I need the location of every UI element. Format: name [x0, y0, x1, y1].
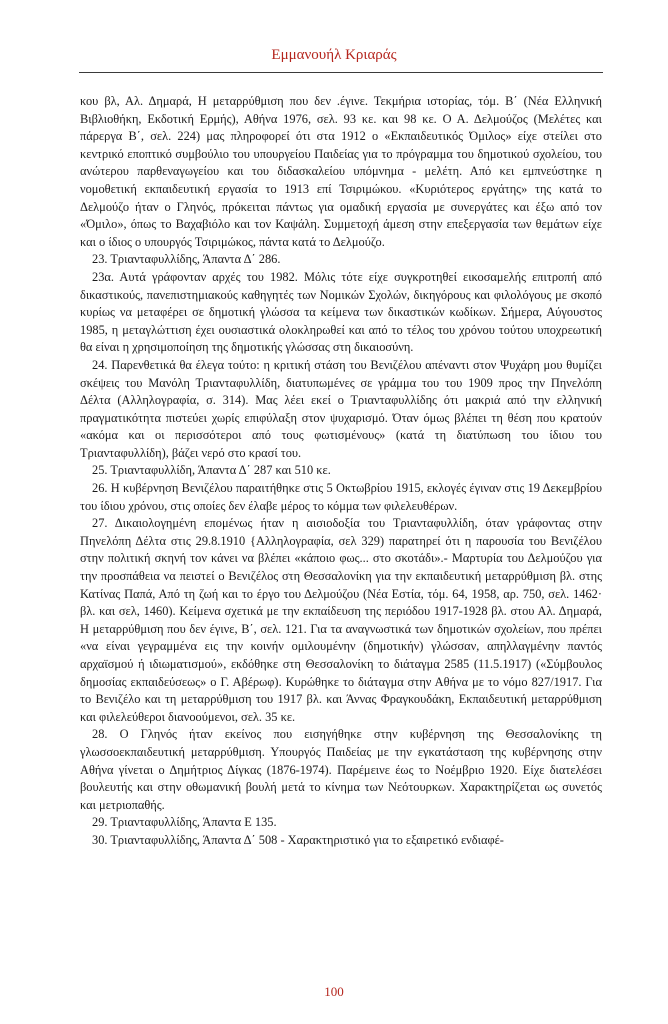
page-number: 100	[324, 984, 344, 999]
footnotes-block	[80, 93, 602, 850]
footnote-28: 28. Ο Γληνός ήταν εκείνος που εισηγήθηκε στην κυβέρνηση της Θεσσαλονίκης τη γλωσσοεκπαιδευτική μεταρρύθμιση. Υπουργός Παιδείας με την εγκατάσταση της κυβέρνησης στην Αθήνα γίνεται ο Δημήτριος Δίγκας (1876-1974). Παρέμεινε έως το Νοέμβριο 1920. Είχε διατελέσει βουλευτής και στην οθωμανική βουλή μετά το κίνημα των Νεότουρκων. Χαρακτηρίζεται ως συνετός και μετριοπαθής.	[80, 727, 602, 812]
footnote-27: 27. Δικαιολογημένη επομένως ήταν η αισιοδοξία του Τριανταφυλλίδη, όταν γράφοντας στην Πηνελόπη Δέλτα στις 29.8.1910 {Αλληλογραφία, σελ 329) παρατηρεί ότι η παρουσία του Βενιζέλου στην πολιτική σκηνή τον κάνει να βλέπει «κάποιο φως... στο σκοτάδι».- Μαρτυρία του Δελμούζου για την προσπάθεια να πειστεί ο Βενιζέλος στη Θεσσαλονίκη για την εκπαιδευτική μεταρρύθμιση βλ. στης Κατίνας Παπά, Από τη ζωή και το έργο του Δελμούζου (Νέα Εστία, τόμ. 64, 1958, αρ. 750, σελ. 1462· βλ. και σελ, 1460). Κείμενα σχετικά με την εκπαίδευση της περιόδου 1917-1928 βλ. στου Αλ. Δημαρά, Η μεταρρύθμιση που δεν έγινε, Β΄, σελ. 121. Για τα αναγνωστικά των δημοτικών σχολείων, που πρέπει «να είναι γεγραμμένα εις την κοινήν ομιλουμένην (δημοτικήν) γλώσσαν, απηλλαγμένην παντός αρχαϊσμού ή ιδιωματισμού», εκδόθηκε στη Θεσσαλονίκη το διάταγμα 2585 (11.5.1917) («Σύμβουλος δημοσίας εκπαιδεύσεως» ο Γ. Αβέρωφ). Κυρώθηκε το διάταγμα στην Αθήνα με το νόμο 827/1917. Για το Βενιζέλο και τη μεταρρύθμιση του 1917 βλ. και Άννας Φραγκουδάκη, Εκπαιδευτική μεταρρύθμιση και φιλελεύθεροι διανοούμενοι, σελ. 35 κε.	[80, 516, 602, 724]
footnote-24: 24. Παρενθετικά θα έλεγα τούτο: η κριτική στάση του Βενιζέλου απέναντι στον Ψυχάρη μου θυμίζει σκέψεις του Μανόλη Τριανταφυλλίδη, διατυπωμένες σε γράμμα του του 1909 προς την Πηνελόπη Δέλτα (Αλληλογραφία, σ. 314). Μας λέει εκεί ο Τριανταφυλλίδης ότι μακριά από την ελληνική πραγματικότητα πιστεύει χωρίς επιφύλαξη στον ψυχαρισμό. Όταν όμως βλέπει τη θέση που κρατούν «ακόμα και οι περισσότεροι από τους φωτισμένους» (κατά τη διατύπωση του ίδιου του Τριανταφυλλίδη), βάζει νερό στο κρασί του.	[80, 357, 602, 460]
footnote-23a: 23α. Αυτά γράφονταν αρχές του 1982. Μόλις τότε είχε συγκροτηθεί εικοσαμελής επιτροπή από δικαστικούς, πανεπιστημιακούς καθηγητές των Νομικών Σχολών, δικηγόρους και φιλολόγους με σκοπό κυρίως να μεταφέρει σε δημοτική γλώσσα τα κείμενα των δικαστικών κωδίκων. Σήμερα, Αύγουστος 1985, η μεταγλώττιση έχει ουσιαστικά ολοκληρωθεί και από το τέλος του χρόνου τούτου υποχρεωτική θα είναι η χρησιμοποίηση της δημοτικής γλώσσας στη δικαιοσύνη.	[80, 269, 602, 355]
footnote-30: 30. Τριανταφυλλίδης, Άπαντα Δ΄ 508 - Χαρακτηριστικό για το εξαιρετικό ενδιαφέ-	[92, 832, 504, 847]
header-rule	[79, 72, 603, 73]
footnote-25: 25. Τριανταφυλλίδη, Άπαντα Δ΄ 287 και 510 κε.	[92, 463, 331, 478]
footnote-26: 26. Η κυβέρνηση Βενιζέλου παραιτήθηκε στις 5 Οκτωβρίου 1915, εκλογές έγιναν στις 19 Δεκεμβρίου του ίδιου χρόνου, στις οποίες δεν έλαβε μέρος το κόμμα των φιλελευθέρων.	[80, 481, 602, 513]
running-header: Εμμανουήλ Κριαράς	[271, 47, 397, 63]
footnote-continuation: κου βλ, Αλ. Δημαρά, Η μεταρρύθμιση που δεν .έγινε. Τεκμήρια ιστορίας, τόμ. Β΄ (Νέα Ελληνική Βιβλιοθήκη, Εκδοτική Ερμής), Αθήνα 1976, σελ. 93 κε. και 98 κε. Ο Α. Δελμούζος (Μελέτες και πάρεργα Β΄, σελ. 224) μας πληροφορεί ότι στα 1912 ο «Εκπαιδευτικός Όμιλος» είχε στείλει στο κεντρικό εποπτικό συμβούλιο του υπουργείου Παιδείας για το πρόγραμμα του δημοτικού σχολείου, του ανώτερου παρθεναγωγείου και του διδασκαλείου υπόμνημα - μελέτη. Από κει εμπνεύστηκε η νομοθετική εκπαιδευτική εργασία το 1913 επί Τσιριμώκου. «Κυριότερος εργάτης» της κατά το Δελμούζο ήταν ο Γληνός, πρόκειται πάντως για ομαδική εργασία με συνεργάτες και έξω από τον «Όμιλο», όπως το Βαχαβιόλο και τον Καψάλη. Συμμετοχή άμεση στην επεξεργασία των θεμάτων είχε και ο ίδιος ο υπουργός Τσιριμώκος, πάντα κατά το Δελμούζο.	[80, 94, 602, 249]
footnote-29: 29. Τριανταφυλλίδης, Άπαντα Ε 135.	[92, 815, 277, 830]
footnote-23: 23. Τριανταφυλλίδης, Άπαντα Δ΄ 286.	[92, 252, 281, 267]
